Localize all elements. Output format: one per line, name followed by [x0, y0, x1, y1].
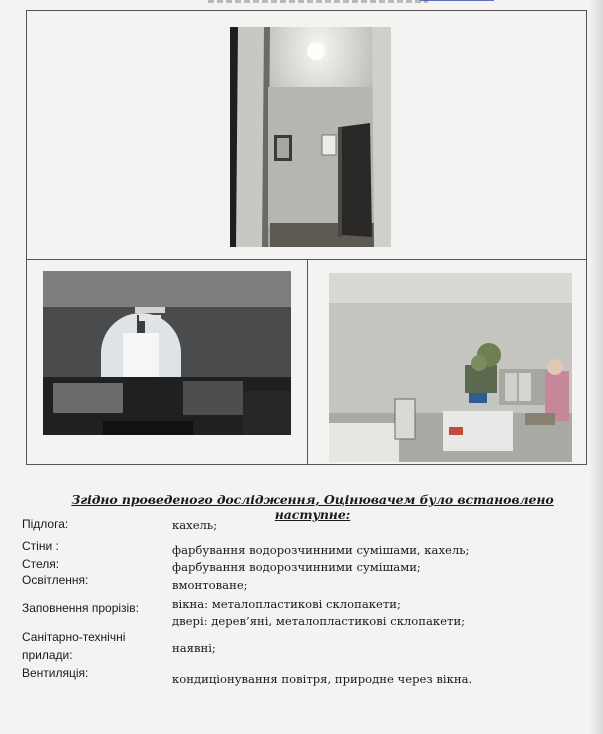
floor-label: Підлога:	[22, 517, 69, 531]
findings-heading: Згідно проведеного дослідження, Оцінювачем було встановлено наступне:	[71, 492, 554, 522]
previous-page-text-strip	[0, 0, 603, 10]
corridor-photo-drawing	[230, 27, 391, 247]
photo-table	[26, 10, 587, 465]
openings-label: Заповнення прорізів:	[22, 601, 139, 615]
sanitary-value: наявні;	[172, 641, 216, 655]
corridor-photo	[230, 27, 391, 247]
scan-edge-shadow	[589, 0, 603, 734]
cut-off-text	[208, 0, 428, 3]
ventilation-value: кондиціонування повітря, природне через вікна.	[172, 672, 473, 686]
openings-windows-value: вікна: металопластикові склопакети;	[172, 597, 401, 611]
floor-value: кахель;	[172, 518, 218, 532]
ventilation-label: Вентиляція:	[22, 666, 89, 680]
table-divider-vertical	[307, 259, 308, 464]
cut-off-link	[420, 0, 494, 1]
walls-label: Стіни :	[22, 539, 59, 553]
walls-value: фарбування водорозчинними сумішами, кахель;	[172, 543, 470, 557]
lighting-value: вмонтоване;	[172, 578, 248, 592]
sanitary-label-line2: прилади:	[22, 648, 73, 662]
openings-doors-value: двері: дерев’яні, металопластикові склопакети;	[172, 614, 466, 628]
sanitary-label: Санітарно-технічні	[22, 630, 126, 644]
office-window-photo-drawing	[43, 271, 291, 435]
ceiling-value: фарбування водорозчинними сумішами;	[172, 560, 421, 574]
office-window-photo	[43, 271, 291, 435]
ceiling-label: Стеля:	[22, 557, 60, 571]
workroom-photo-drawing	[329, 273, 572, 462]
workroom-photo	[329, 273, 572, 462]
lighting-label: Освітлення:	[22, 573, 89, 587]
